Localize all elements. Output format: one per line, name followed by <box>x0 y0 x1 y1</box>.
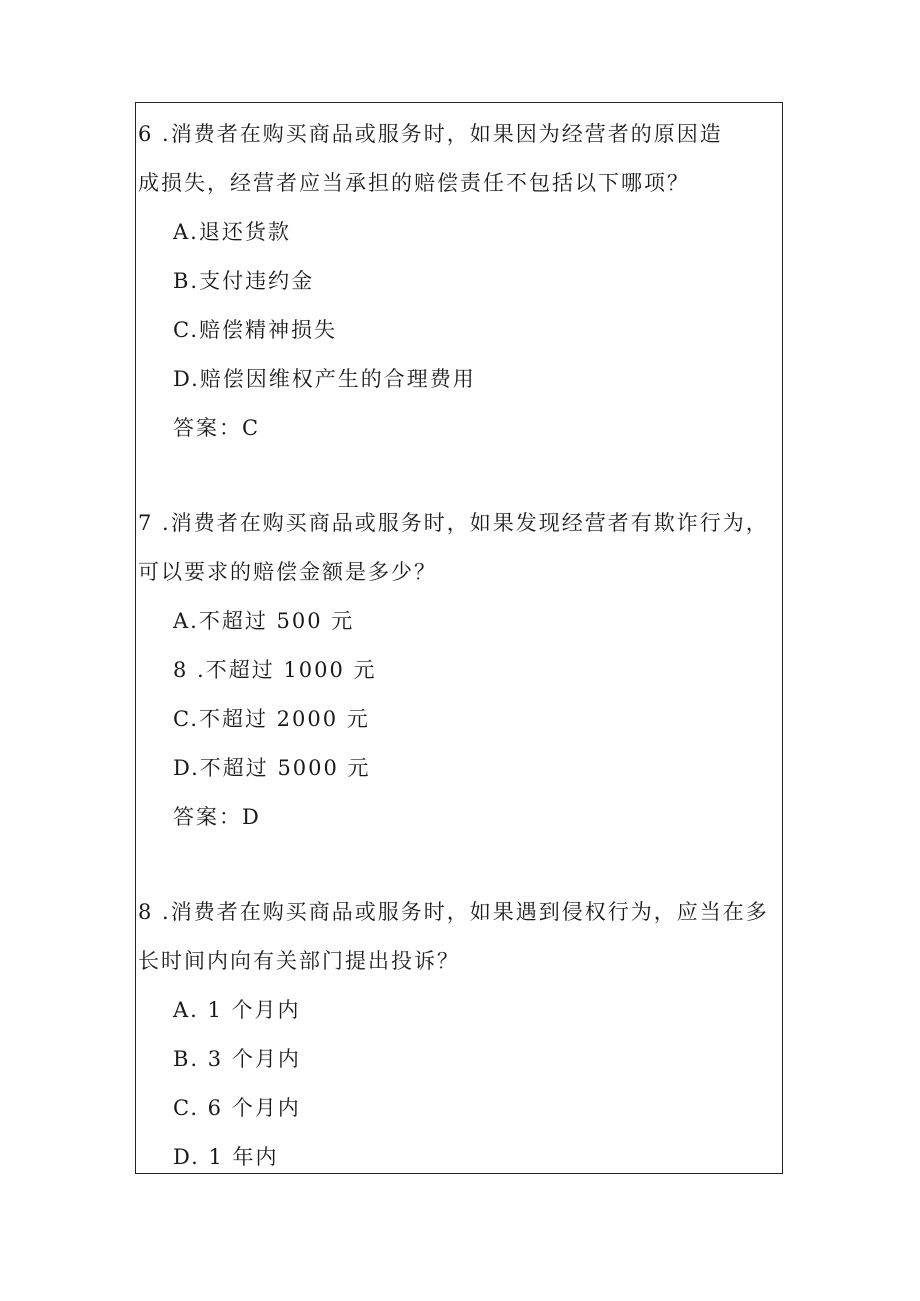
question-6-option-c: C.赔偿精神损失 <box>173 318 337 342</box>
question-7-text-line2: 可以要求的赔偿金额是多少？ <box>138 560 437 584</box>
question-7-text-line1: 7 .消费者在购买商品或服务时，如果发现经营者有欺诈行为， <box>138 511 769 535</box>
question-8-option-b: B. 3 个月内 <box>173 1047 301 1071</box>
question-7-option-c: C.不超过 2000 元 <box>173 707 370 731</box>
question-8-text-line2: 长时间内向有关部门提出投诉？ <box>138 949 460 973</box>
question-8-option-c: C. 6 个月内 <box>173 1096 301 1120</box>
question-7-answer: 答案：D <box>173 805 261 829</box>
question-8-text-line1: 8 .消费者在购买商品或服务时，如果遇到侵权行为，应当在多 <box>138 900 769 924</box>
question-7-option-d: D.不超过 5000 元 <box>173 756 371 780</box>
question-7-option-a: A.不超过 500 元 <box>173 609 355 633</box>
question-7-option-b: 8 .不超过 1000 元 <box>173 658 377 682</box>
question-6-answer: 答案：C <box>173 416 261 440</box>
question-8-option-a: A. 1 个月内 <box>173 998 301 1022</box>
question-6-option-a: A.退还货款 <box>173 220 291 244</box>
question-6-text-line1: 6 .消费者在购买商品或服务时，如果因为经营者的原因造 <box>138 122 723 146</box>
question-6-text-line2: 成损失，经营者应当承担的赔偿责任不包括以下哪项？ <box>138 171 690 195</box>
question-6-option-b: B.支付违约金 <box>173 269 315 293</box>
question-6-option-d: D.赔偿因维权产生的合理费用 <box>173 367 476 391</box>
question-8-option-d: D. 1 年内 <box>173 1145 279 1169</box>
